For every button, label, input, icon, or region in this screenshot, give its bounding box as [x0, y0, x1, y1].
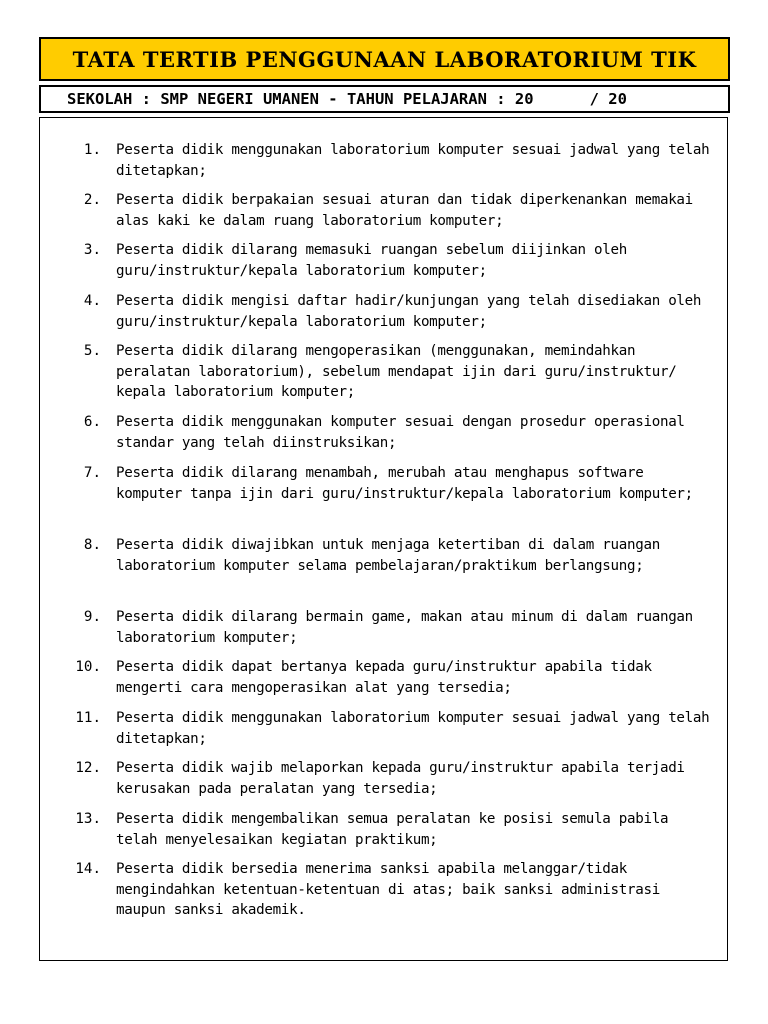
rule-text: Peserta didik diwajibkan untuk menjaga ketertiban di dalam ruangan laboratorium komputer selama pembelajaran/praktikum berlangsung;	[116, 537, 660, 574]
rule-number: 13.	[75, 811, 101, 827]
rule-number: 1.	[83, 142, 101, 158]
rule-number: 10.	[75, 659, 101, 675]
rule-number: 9.	[83, 609, 101, 625]
rule-text: Peserta didik dilarang mengoperasikan (menggunakan, memindahkan peralatan laboratorium), sebelum mendapat ijin dari guru/instruktur/ kepala laboratorium komputer;	[116, 343, 677, 400]
rule-text: Peserta didik dilarang bermain game, makan atau minum di dalam ruangan laboratorium komputer;	[116, 609, 693, 646]
title-banner	[39, 37, 730, 81]
rule-text: Peserta didik mengembalikan semua peralatan ke posisi semula pabila telah menyelesaikan kegiatan praktikum;	[116, 811, 669, 848]
rule-number: 14.	[75, 861, 101, 877]
rule-text: Peserta didik dilarang menambah, merubah atau menghapus software komputer tanpa ijin dari guru/instruktur/kepala laboratorium komputer;	[116, 465, 693, 502]
rule-text: Peserta didik berpakaian sesuai aturan dan tidak diperkenankan memakai alas kaki ke dalam ruang laboratorium komputer;	[116, 192, 693, 229]
rule-number: 12.	[75, 760, 101, 776]
rule-text: Peserta didik dilarang memasuki ruangan sebelum diijinkan oleh guru/instruktur/kepala laboratorium komputer;	[116, 242, 627, 279]
rule-text: Peserta didik wajib melaporkan kepada guru/instruktur apabila terjadi kerusakan pada peralatan yang tersedia;	[116, 760, 685, 797]
rule-text: Peserta didik bersedia menerima sanksi apabila melanggar/tidak mengindahkan ketentuan-ketentuan di atas; baik sanksi administrasi maupun sanksi akademik.	[116, 861, 660, 918]
rule-number: 2.	[83, 192, 101, 208]
rule-number: 11.	[75, 710, 101, 726]
rule-number: 5.	[83, 343, 101, 359]
rule-number: 4.	[83, 293, 101, 309]
rule-number: 7.	[83, 465, 101, 481]
page-title: TATA TERTIB PENGGUNAAN LABORATORIUM TIK	[72, 46, 697, 72]
rules-container	[39, 117, 728, 961]
rule-number: 8.	[83, 537, 101, 553]
school-year-line: SEKOLAH : SMP NEGERI UMANEN - TAHUN PELAJARAN : 20 / 20	[67, 90, 627, 108]
rule-text: Peserta didik mengisi daftar hadir/kunjungan yang telah disediakan oleh guru/instruktur/kepala laboratorium komputer;	[116, 293, 702, 330]
rule-number: 3.	[83, 242, 101, 258]
rule-number: 6.	[83, 414, 101, 430]
rule-text: Peserta didik menggunakan komputer sesuai dengan prosedur operasional standar yang telah diinstruksikan;	[116, 414, 685, 451]
rule-text: Peserta didik menggunakan laboratorium komputer sesuai jadwal yang telah ditetapkan;	[116, 710, 710, 747]
subtitle-banner	[39, 85, 730, 113]
rule-text: Peserta didik menggunakan laboratorium komputer sesuai jadwal yang telah ditetapkan;	[116, 142, 710, 179]
rule-text: Peserta didik dapat bertanya kepada guru/instruktur apabila tidak mengerti cara mengoperasikan alat yang tersedia;	[116, 659, 652, 696]
